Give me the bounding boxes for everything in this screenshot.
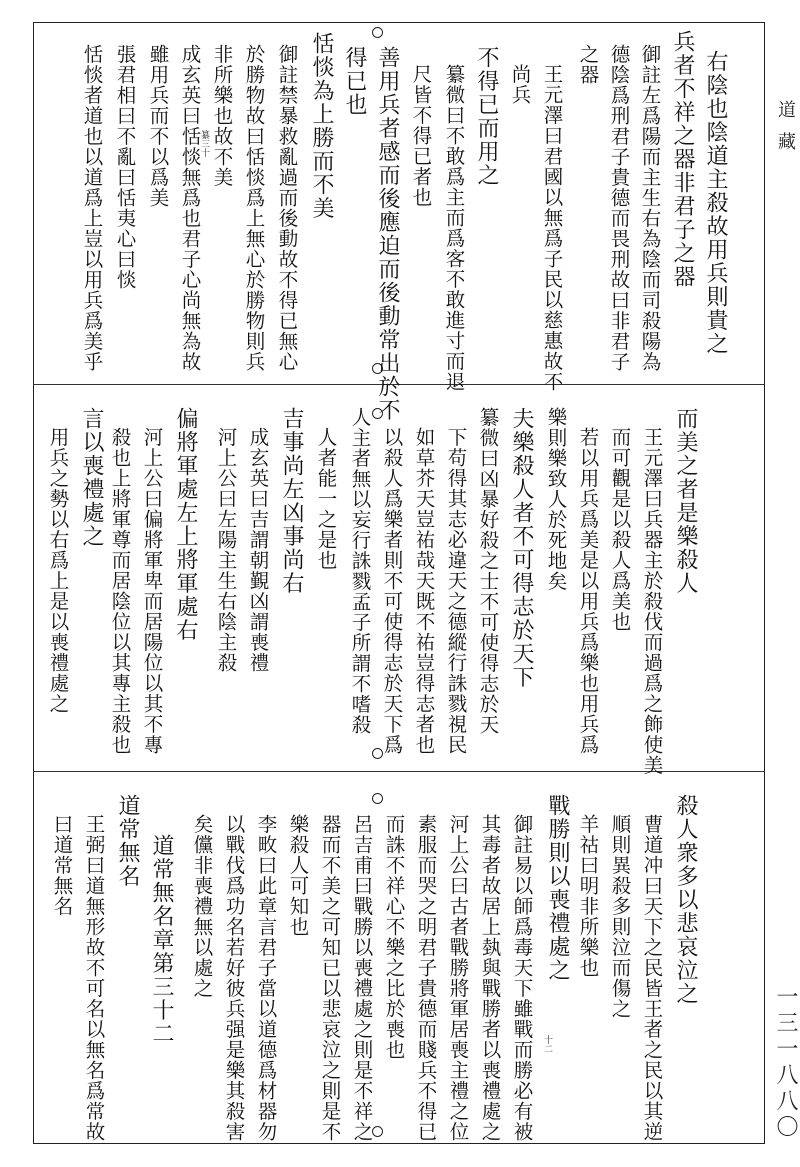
text-column: 順則異殺多則泣而傷之 xyxy=(608,814,632,1019)
text-column: 德陰爲刑君子貴德而畏刑故曰非君子 xyxy=(607,44,631,372)
text-column: 而可觀是以殺人爲美也 xyxy=(608,427,632,632)
text-column: 王弼曰道無形故不可名以無名爲常故 xyxy=(82,814,106,1142)
text-column: 下苟得其志必違天之德縱行誅戮視民 xyxy=(444,427,468,755)
text-column: 以殺人爲樂者則不可使得志於天下爲 xyxy=(380,427,404,755)
text-column: 恬惔為上勝而不美 xyxy=(309,32,334,220)
text-column: 張君相曰不亂曰恬夷心曰惔 xyxy=(113,44,137,290)
text-column: 御註易以師爲毒天下雖戰而勝必有被 xyxy=(510,814,534,1142)
text-column: 用兵之勢以右爲上是以喪禮處之 xyxy=(46,427,70,714)
text-column: 尚兵 xyxy=(508,64,532,105)
page-number: 一三一八八〇 xyxy=(773,985,798,1141)
text-column: 成玄英曰恬惔無爲也君子心尚無為故 xyxy=(178,44,202,372)
text-column: 而誅不祥心不樂之比於喪也 xyxy=(382,814,406,1060)
folio-note: 十二 xyxy=(542,1035,552,1053)
text-section-1 xyxy=(34,22,764,422)
text-column: 御註左爲陽而主生右為陰而司殺陽為 xyxy=(638,44,662,372)
text-column: 河上公曰古者戰勝將軍居喪主禮之位 xyxy=(446,814,470,1142)
text-column: 兵者不祥之器非君子之器 xyxy=(670,30,695,289)
text-column: 曰道常無名 xyxy=(50,814,74,917)
text-column: 以戰伐爲功名若好彼兵强是樂其殺害 xyxy=(222,814,246,1142)
text-column: 王元澤曰兵器主於殺伐而過爲之飾使美 xyxy=(640,427,664,776)
text-column: 李畋曰此章言君子當以道德爲材器勿 xyxy=(254,814,278,1142)
text-column: 成玄英曰吉謂朝覲凶謂喪禮 xyxy=(246,427,270,673)
text-column: 如草芥天豈祐哉天既不祐豈得志者也 xyxy=(412,427,436,755)
text-column: 人者能一之是也 xyxy=(314,427,338,571)
text-column: 非所樂也故不美 xyxy=(210,44,234,188)
text-column: 恬惔者道也以道爲上豈以用兵爲美乎 xyxy=(80,44,104,372)
text-column: 殺人衆多以悲哀泣之 xyxy=(673,794,698,1006)
text-column: 纂微曰凶暴好殺之士不可使得志於天 xyxy=(476,407,500,735)
text-column: 其毒者故居上埶與戰勝者以喪禮處之 xyxy=(478,814,502,1142)
text-column: 矣儻非喪禮無以處之 xyxy=(190,814,214,999)
folio-note: 纂三十 xyxy=(199,130,209,157)
text-column: 纂微曰不敢爲主而爲客不敢進寸而退 xyxy=(442,64,466,392)
text-column: 河上公曰偏將軍卑而居陽位以其不專 xyxy=(140,427,164,755)
text-column: 曹道冲曰天下之民皆王者之民以其逆 xyxy=(640,814,664,1142)
text-column: 人主者無以妄行誅戮孟子所謂不嗜殺 xyxy=(348,407,372,735)
text-section-3 xyxy=(34,772,764,1144)
text-column: 善用兵者感而後應迫而後動常出於不 xyxy=(375,46,400,422)
text-column: 河上公曰左陽主生右陰主殺 xyxy=(214,427,238,673)
text-column: 道常無名 xyxy=(115,794,140,888)
text-column: 御註禁暴救亂過而後動故不得已無心 xyxy=(275,44,299,372)
text-column: 王元澤曰君國以無爲子民以慈惠故不 xyxy=(540,64,564,392)
text-column: 偏將軍處左上將軍處右 xyxy=(173,407,198,642)
text-column: 尺皆不得已者也 xyxy=(409,64,433,208)
text-column: 器而不美之可知已以悲哀泣之則是不 xyxy=(318,814,342,1142)
text-column: 呂吉甫曰戰勝以喪禮處之則是不祥之 xyxy=(350,814,374,1142)
text-column: 素服而哭之明君子貴德而賤兵不得已 xyxy=(414,814,438,1142)
text-column: 若以用兵爲美是以用兵爲樂也用兵爲 xyxy=(576,427,600,755)
text-section-2 xyxy=(34,385,764,776)
text-column: 羊祜曰明非所樂也 xyxy=(576,814,600,978)
text-column: 道常無名章第三十二 xyxy=(149,834,174,1046)
text-column: 於勝物故曰恬惔爲上無心於勝物則兵 xyxy=(242,44,266,372)
text-column: 雖用兵而不以爲美 xyxy=(146,44,170,208)
text-column: 樂殺人可知也 xyxy=(286,814,310,937)
text-column: 得已也 xyxy=(342,46,367,117)
text-column: 吉事尚左凶事尚右 xyxy=(279,407,304,595)
text-column: 樂則樂致人於死地矣 xyxy=(544,407,568,592)
text-column: 殺也上將軍尊而居陰位以其專主殺也 xyxy=(108,427,132,755)
text-column: 之器 xyxy=(576,44,600,85)
text-column: 夫樂殺人者不可得志於天下 xyxy=(509,407,534,689)
collection-title: 道藏 xyxy=(775,100,796,164)
text-column: 戰勝則以喪禮處之 xyxy=(545,794,570,982)
text-column: 右陰也陰道主殺故用兵則貴之 xyxy=(703,50,728,356)
text-column: 而美之者是樂殺人 xyxy=(673,407,698,595)
text-column: 不得已而用之 xyxy=(474,46,499,187)
text-column: 言以喪禮處之 xyxy=(79,407,104,548)
